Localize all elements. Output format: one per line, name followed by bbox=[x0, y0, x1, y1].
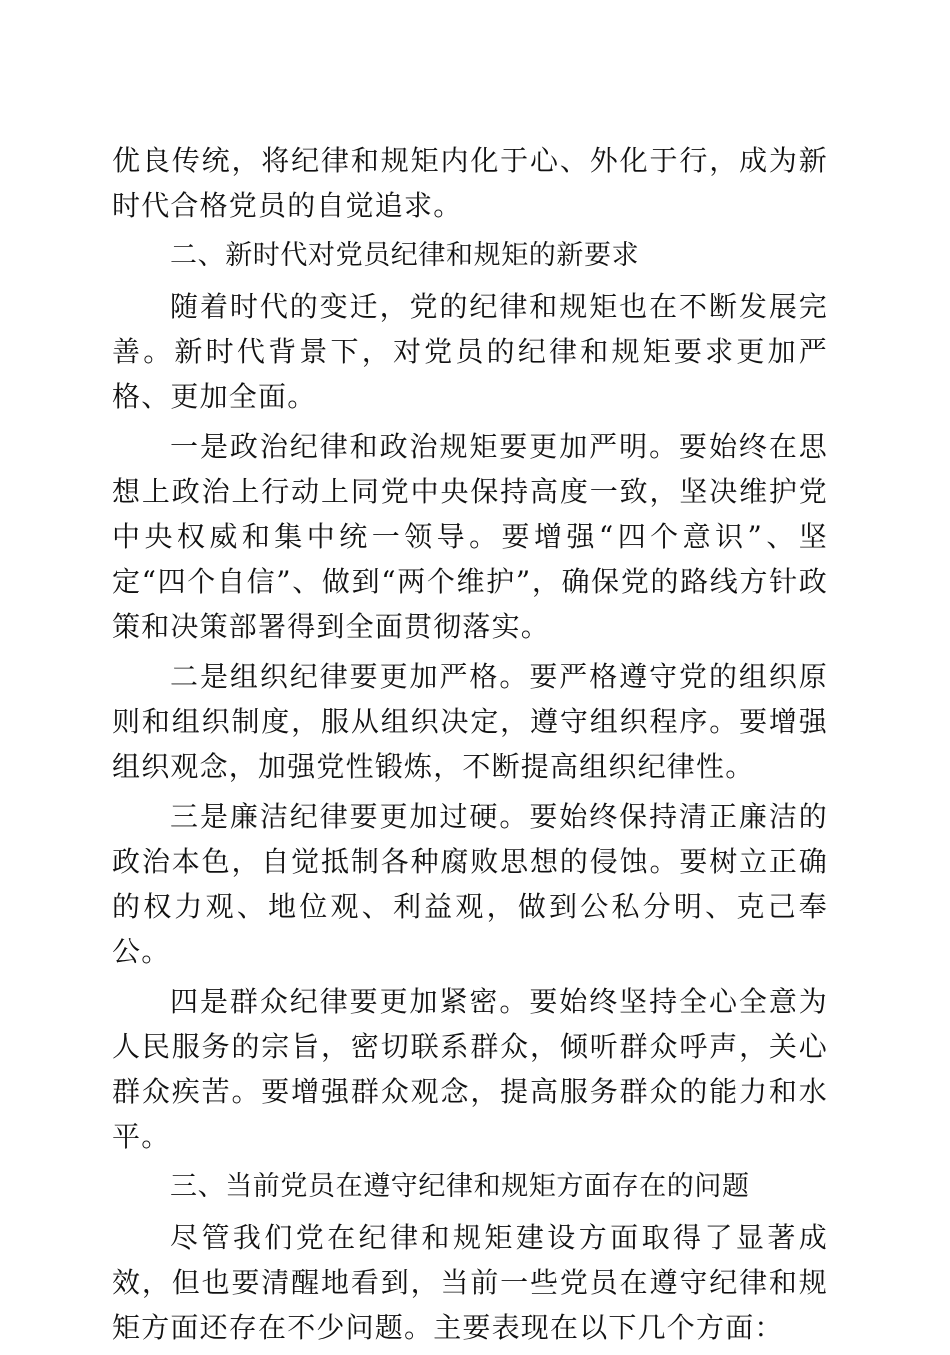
paragraph-point-2 bbox=[112, 654, 828, 789]
point-2-lead: 二是组织纪律要更加严格。 bbox=[170, 660, 530, 693]
point-1-lead: 一是政治纪律和政治规矩要更加严明。 bbox=[170, 430, 680, 463]
paragraph-point-1 bbox=[112, 424, 828, 649]
document-body bbox=[112, 138, 828, 1355]
point-1-body: 要始终在思想上政治上行动上同党中央保持高度一致，坚决维护党中央权威和集中统一领导。要增强“四个意识”、坚定“四个自信”、做到“两个维护”，确保党的路线方针政策和决策部署得到全面贯彻落实。 bbox=[112, 430, 828, 643]
point-3-lead: 三是廉洁纪律要更加过硬。 bbox=[170, 800, 530, 833]
paragraph-point-4 bbox=[112, 979, 828, 1159]
section-heading-3: 三、当前党员在遵守纪律和规矩方面存在的问题 bbox=[170, 1171, 750, 1202]
point-4-body: 要始终坚持全心全意为人民服务的宗旨，密切联系群众，倾听群众呼声，关心群众疾苦。要增强群众观念，提高服务群众的能力和水平。 bbox=[112, 985, 828, 1153]
paragraph-point-3 bbox=[112, 794, 828, 974]
paragraph-continuation: 优良传统，将纪律和规矩内化于心、外化于行，成为新时代合格党员的自觉追求。 bbox=[112, 144, 828, 222]
paragraph-intro: 随着时代的变迁，党的纪律和规矩也在不断发展完善。新时代背景下，对党员的纪律和规矩要求更加严格、更加全面。 bbox=[112, 290, 828, 413]
point-2-body: 要严格遵守党的组织原则和组织制度，服从组织决定，遵守组织程序。要增强组织观念，加强党性锻炼，不断提高组织纪律性。 bbox=[112, 660, 828, 783]
section-heading-2: 二、新时代对党员纪律和规矩的新要求 bbox=[170, 240, 640, 271]
paragraph-problems: 尽管我们党在纪律和规矩建设方面取得了显著成效，但也要清醒地看到，当前一些党员在遵守纪律和规矩方面还存在不少问题。主要表现在以下几个方面： bbox=[112, 1221, 828, 1344]
point-3-body: 要始终保持清正廉洁的政治本色，自觉抵制各种腐败思想的侵蚀。要树立正确的权力观、地位观、利益观，做到公私分明、克己奉公。 bbox=[112, 800, 828, 968]
point-4-lead: 四是群众纪律要更加紧密。 bbox=[170, 985, 530, 1018]
